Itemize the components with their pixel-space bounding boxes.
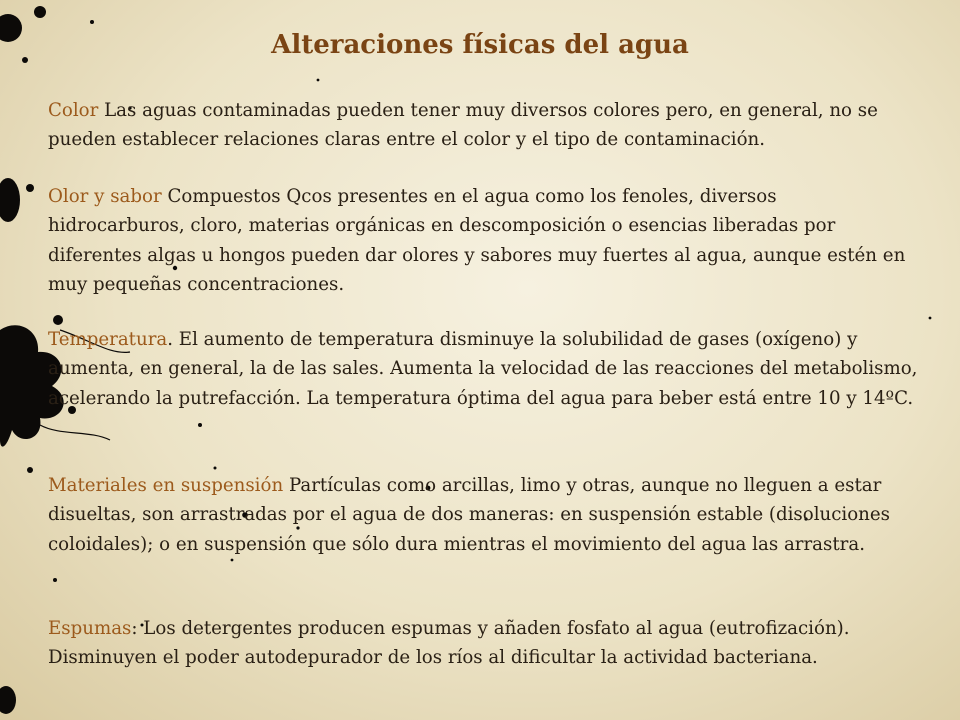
paragraph-color [48,96,918,155]
paragraph-temperatura [48,325,918,413]
paragraph-materiales-en-suspension-text: Partículas como arcillas, limo y otras, aunque no lleguen a estar disueltas, son arrastradas por el agua de dos maneras: en suspensión estable (disoluciones coloidales); o en suspensión que sólo dura mientras el movimiento del agua las arrastra. [48,475,890,555]
paragraph-olor-y-sabor [48,182,918,300]
paragraph-espumas-text: : Los detergentes producen espumas y añaden fosfato al agua (eutrofización). Disminuyen el poder autodepurador de los ríos al dificultar la actividad bacteriana. [48,618,850,669]
term-espumas: Espumas [48,618,132,639]
slide-title: Alteraciones físicas del agua [271,30,689,60]
paragraph-olor-y-sabor-text: Compuestos Qcos presentes en el agua como los fenoles, diversos hidrocarburos, cloro, materias orgánicas en descomposición o esencias liberadas por diferentes algas u hongos pueden dar olores y sabores muy fuertes al agua, aunque estén en muy pequeñas concentraciones. [48,186,906,296]
paragraph-espumas [48,614,918,673]
term-temperatura: Temperatura [48,329,168,350]
paragraph-color-text: Las aguas contaminadas pueden tener muy diversos colores pero, en general, no se pueden establecer relaciones claras entre el color y el tipo de contaminación. [48,100,878,151]
paragraph-temperatura-text: . El aumento de temperatura disminuye la solubilidad de gases (oxígeno) y aumenta, en general, la de las sales. Aumenta la velocidad de las reacciones del metabolismo, acelerando la putrefacción. La temperatura óptima del agua para beber está entre 10 y 14ºC. [48,329,918,409]
term-olor-y-sabor: Olor y sabor [48,186,162,207]
term-color: Color [48,100,99,121]
paragraph-materiales-en-suspension [48,471,918,559]
term-materiales-en-suspension: Materiales en suspensión [48,475,284,496]
